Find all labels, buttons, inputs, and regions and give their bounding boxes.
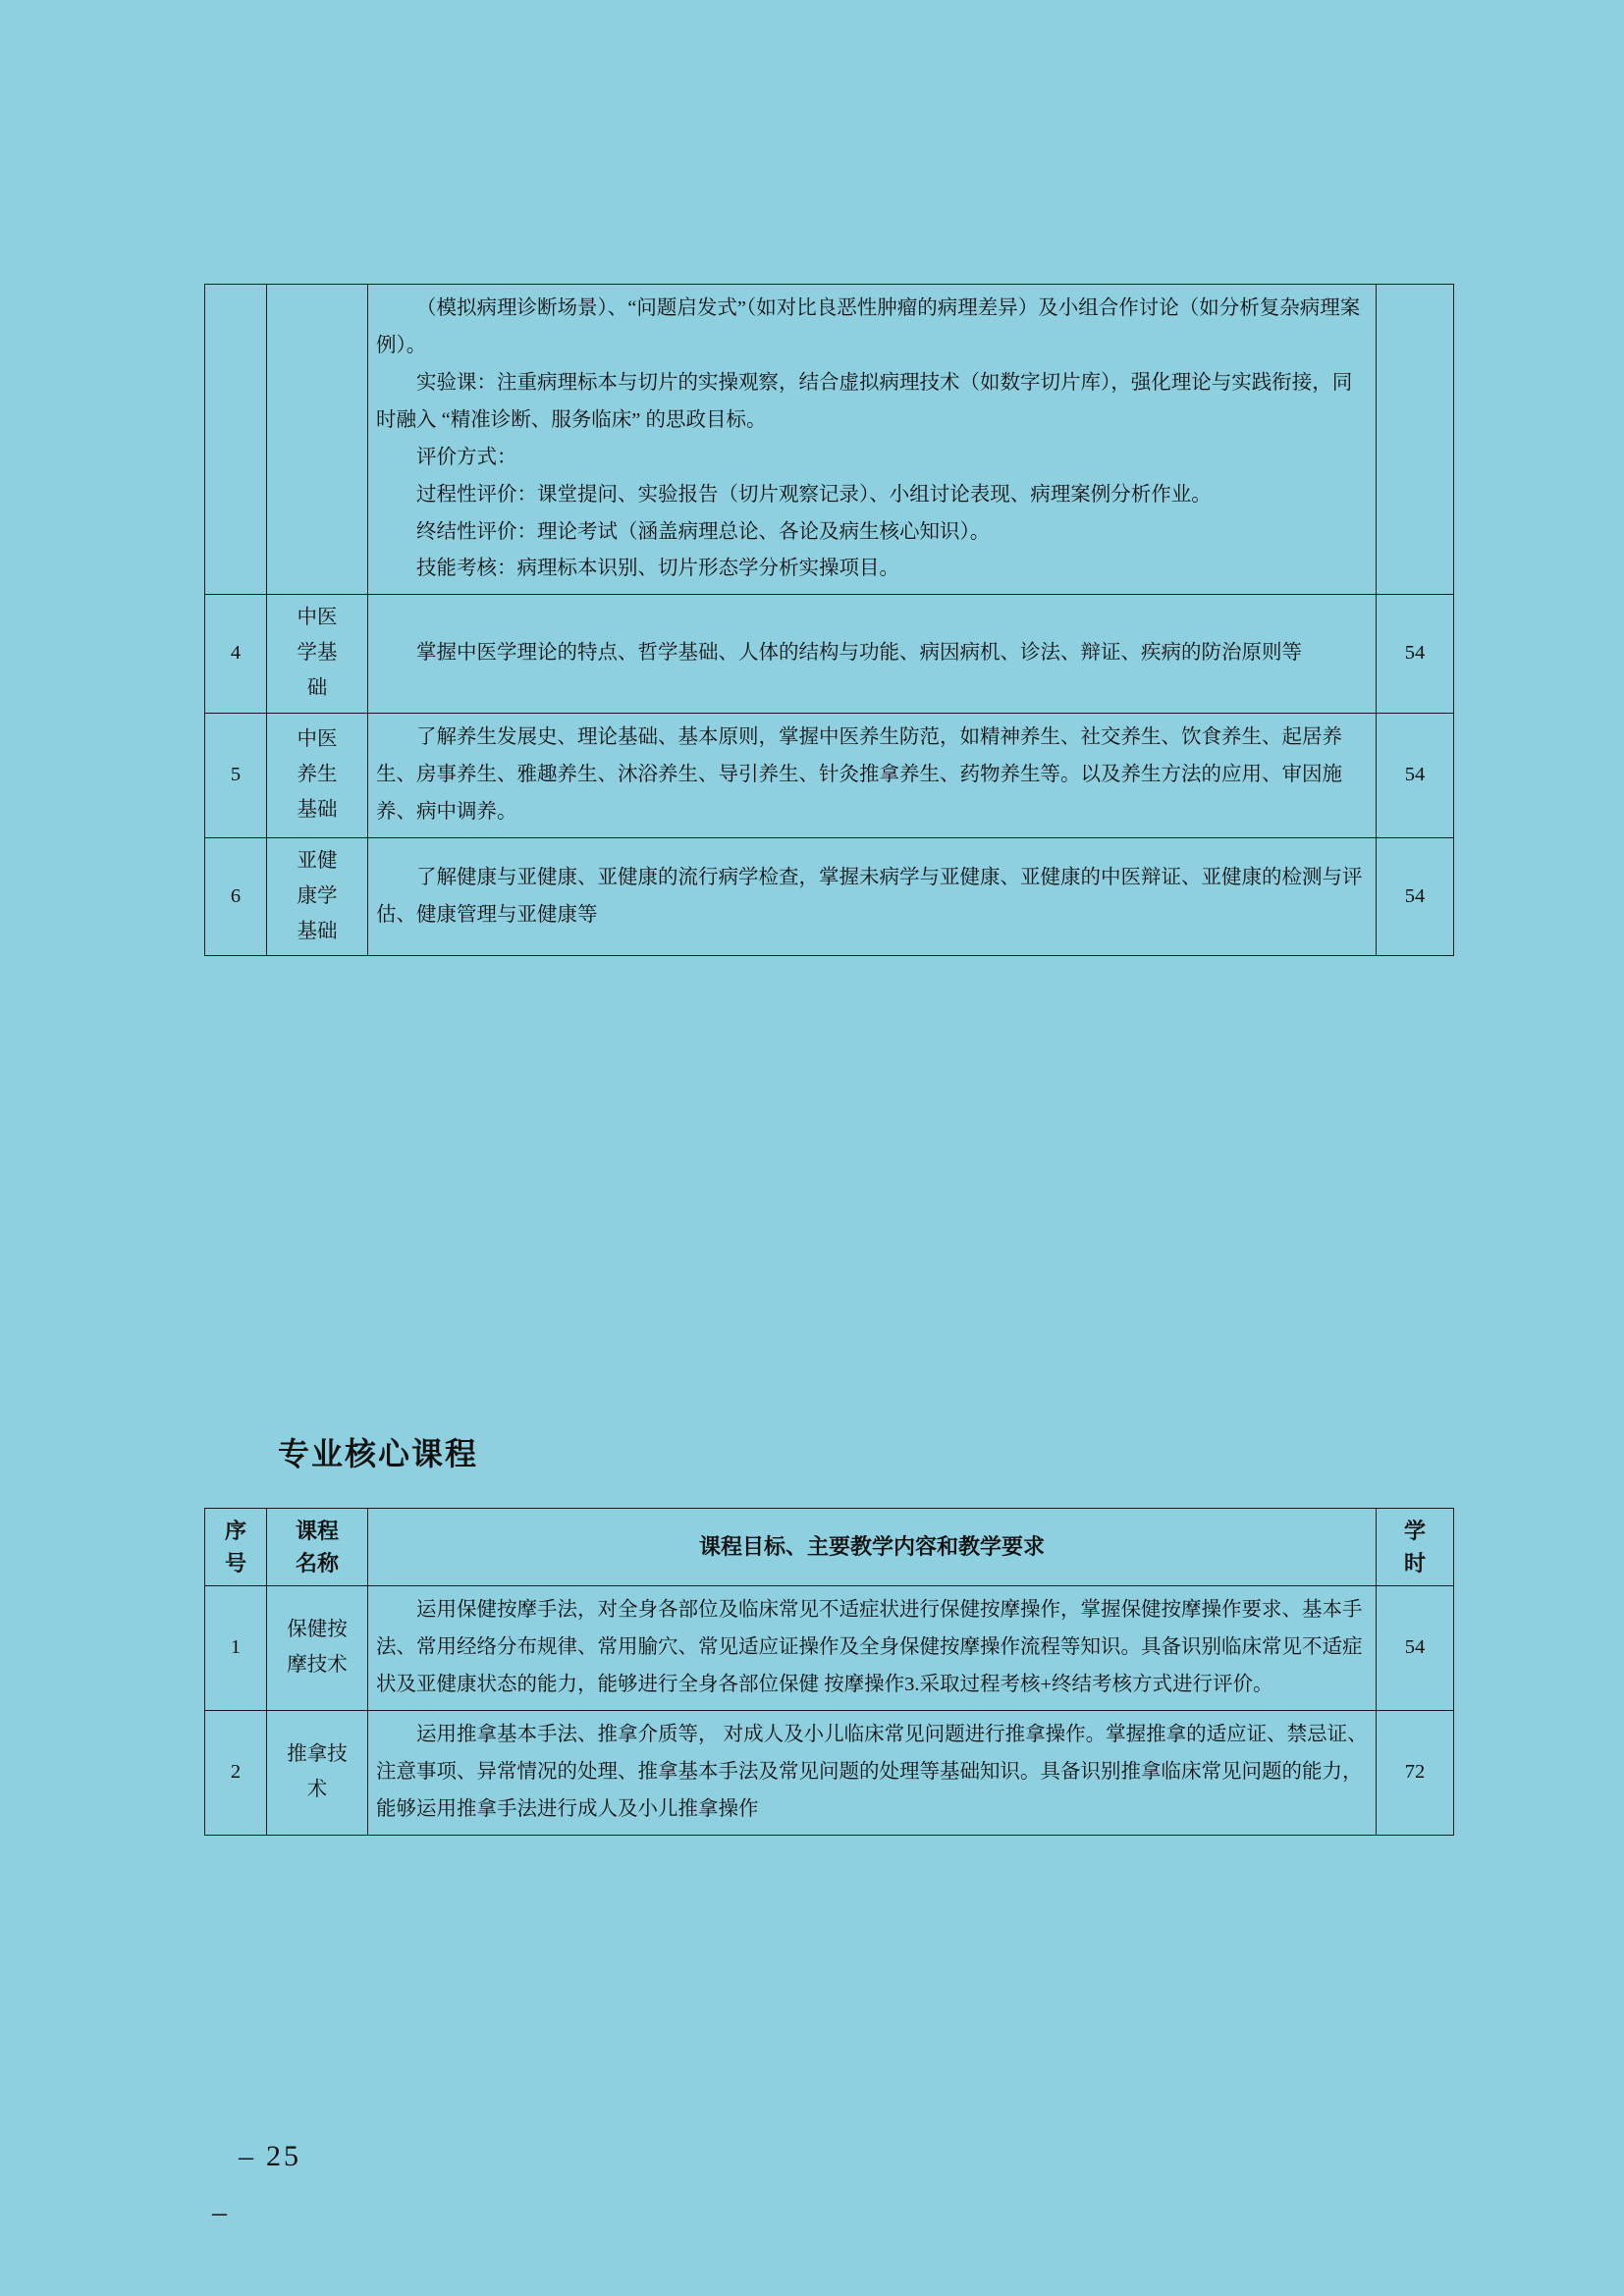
course-name-line: 养生 [297,763,338,785]
row-number: 4 [205,595,267,714]
paragraph: 掌握中医学理论的特点、哲学基础、人体的结构与功能、病因病机、诊法、辩证、疾病的防治原则等 [416,642,1302,665]
table-row [205,285,1454,595]
table-header-row [205,1509,1454,1586]
course-table-core [204,1508,1454,1836]
paragraph: 实验课：注重病理标本与切片的实操观察，结合虚拟病理技术（如数字切片库），强化理论与实践衔接，同时融入 “精准诊断、服务临床” 的思政目标。 [376,371,1353,431]
course-name-line: 中医 [297,607,338,629]
section-title: 专业核心课程 [278,1436,479,1471]
course-name-line: 基础 [297,798,338,821]
paragraph: （模拟病理诊断场景）、“问题启发式”（如对比良恶性肿瘤的病理差异）及小组合作讨论（如分析复杂病理案例）。 [376,297,1361,356]
paragraph: 运用保健按摩手法，对全身各部位及临床常见不适症状进行保健按摩操作，掌握保健按摩操作要求、基本手法、常用经络分布规律、常用腧穴、常见适应证操作及全身保健按摩操作流程等知识。具备识别临床常见不适症状及亚健康状态的能力，能够进行全身各部位保健 按摩操作3.采取过程考核+终结考核方式进行评价。 [376,1599,1363,1695]
course-hours: 54 [1377,1586,1454,1711]
paragraph: 运用推拿基本手法、推拿介质等， 对成人及小儿临床常见问题进行推拿操作。掌握推拿的适应证、禁忌证、注意事项、异常情况的处理、推拿基本手法及常见问题的处理等基础知识。具备识别推拿临床常见问题的能力，能够运用推拿手法进行成人及小儿推拿操作 [376,1723,1368,1820]
course-description [368,285,1377,595]
table-row [205,595,1454,714]
course-name [267,285,368,595]
course-name [267,837,368,956]
page-number-dash: – [239,2140,256,2172]
row-number: 2 [205,1710,267,1835]
page-number [239,2140,301,2173]
header-course-name [267,1509,368,1586]
course-hours [1377,285,1454,595]
course-name-line: 学基 [297,642,338,665]
header-line: 名称 [295,1551,339,1575]
course-name-line: 推拿技 [287,1742,348,1765]
header-line: 号 [224,1551,246,1575]
paragraph: 评价方式： [416,446,517,468]
course-table-basic [204,284,1454,956]
course-name [267,595,368,714]
course-name-line: 摩技术 [287,1653,348,1676]
course-name-line: 术 [306,1778,328,1800]
course-description [368,595,1377,714]
table-row [205,1710,1454,1835]
paragraph: 了解养生发展史、理论基础、基本原则，掌握中医养生防范，如精神养生、社交养生、饮食养生、起居养生、房事养生、雅趣养生、沐浴养生、导引养生、针灸推拿养生、药物养生等。以及养生方法的应用、审因施养、病中调养。 [376,726,1342,823]
course-name-line: 保健按 [287,1619,348,1640]
course-hours: 72 [1377,1710,1454,1835]
course-hours: 54 [1377,595,1454,714]
course-description [368,837,1377,956]
header-number [205,1509,267,1586]
row-number [205,285,267,595]
page-number-value: 25 [266,2140,301,2172]
paragraph: 了解健康与亚健康、亚健康的流行病学检查，掌握未病学与亚健康、亚健康的中医辩证、亚健康的检测与评估、健康管理与亚健康等 [376,866,1363,926]
course-hours: 54 [1377,837,1454,956]
header-line: 学 [1403,1519,1426,1543]
row-number: 5 [205,714,267,838]
table-row [205,714,1454,838]
course-description [368,1710,1377,1835]
course-description [368,1586,1377,1711]
course-name-line: 基础 [297,920,338,942]
course-name [267,1586,368,1711]
row-number: 1 [205,1586,267,1711]
course-name-line: 础 [306,677,328,700]
paragraph: 过程性评价：课堂提问、实验报告（切片观察记录）、小组讨论表现、病理案例分析作业。 [416,483,1212,506]
course-name [267,1710,368,1835]
course-description [368,714,1377,838]
course-name-line: 中医 [297,728,338,751]
header-description: 课程目标、主要教学内容和教学要求 [368,1509,1377,1586]
header-line: 序 [224,1519,246,1543]
row-number: 6 [205,837,267,956]
course-name-line: 亚健 [297,849,338,872]
page-number-tail: – [212,2196,227,2228]
course-name [267,714,368,838]
paragraph: 终结性评价：理论考试（涵盖病理总论、各论及病生核心知识）。 [416,520,991,543]
header-line: 课程 [295,1519,339,1543]
table-row [205,1586,1454,1711]
header-line: 时 [1403,1551,1426,1575]
course-hours: 54 [1377,714,1454,838]
header-hours [1377,1509,1454,1586]
table-row [205,837,1454,956]
paragraph: 技能考核：病理标本识别、切片形态学分析实操项目。 [416,558,899,580]
course-name-line: 康学 [297,884,338,907]
